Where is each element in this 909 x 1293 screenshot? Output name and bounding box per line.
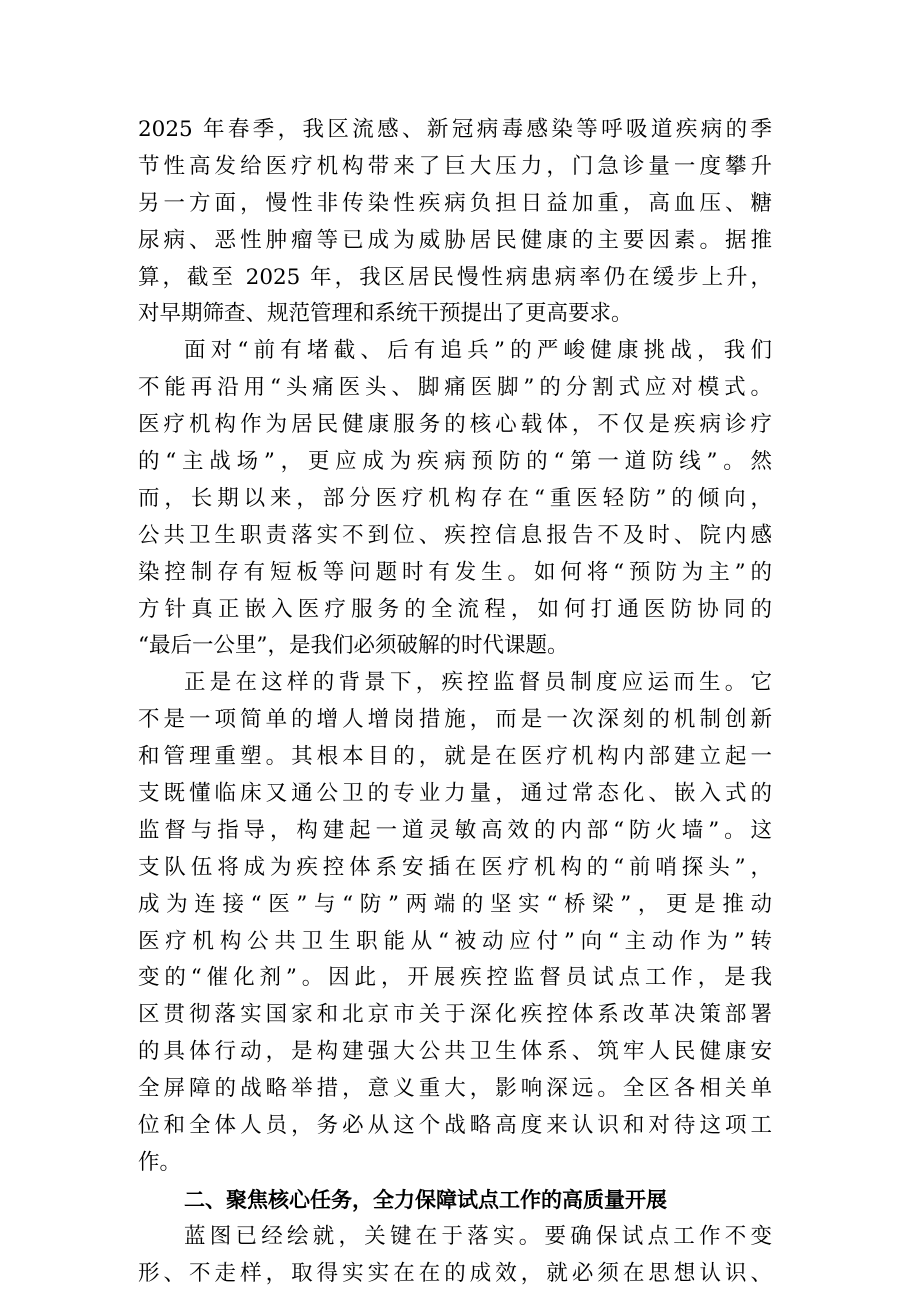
text-line: 的“主战场”，更应成为疾病预防的“第一道防线”。然: [138, 449, 772, 475]
text-line: 节性高发给医疗机构带来了巨大压力，门急诊量一度攀升: [138, 153, 772, 179]
text-line: 形、不走样，取得实实在在的成效，就必须在思想认识、: [138, 1260, 772, 1286]
text-line: 2025 年春季，我区流感、新冠病毒感染等呼吸道疾病的季: [138, 117, 772, 142]
text-line: 的具体行动，是构建强大公共卫生体系、筑牢人民健康安: [138, 1039, 772, 1065]
text-line: 另一方面，慢性非传染性疾病负担日益加重，高血压、糖: [138, 190, 772, 216]
text-line: 而，长期以来，部分医疗机构存在“重医轻防”的倾向，: [138, 485, 772, 511]
paragraph-first-line: 正是在这样的背景下，疾控监督员制度应运而生。它: [184, 670, 772, 696]
text-line: 支既懂临床又通公卫的专业力量，通过常态化、嵌入式的: [138, 781, 772, 807]
paragraph-first-line: 蓝图已经绘就，关键在于落实。要确保试点工作不变: [184, 1223, 772, 1249]
text-line: 成为连接“医”与“防”两端的坚实“桥梁”，更是推动: [138, 891, 772, 917]
text-line: 尿病、恶性肿瘤等已成为威胁居民健康的主要因素。据推: [138, 227, 772, 253]
text-line: 不是一项简单的增人增岗措施，而是一次深刻的机制创新: [138, 707, 772, 733]
text-line: 区贯彻落实国家和北京市关于深化疾控体系改革决策部署: [138, 1002, 772, 1028]
paragraph-first-line: 面对“前有堵截、后有追兵”的严峻健康挑战，我们: [184, 338, 772, 364]
text-line: 方针真正嵌入医疗服务的全流程，如何打通医防协同的: [138, 596, 772, 622]
section-heading: 二、聚焦核心任务，全力保障试点工作的高质量开展: [184, 1187, 667, 1212]
text-line: 医疗机构作为居民健康服务的核心载体，不仅是疾病诊疗: [138, 412, 772, 438]
document-body: [138, 112, 772, 1293]
text-line: 变的“催化剂”。因此，开展疾控监督员试点工作，是我: [138, 965, 772, 991]
text-line: 全屏障的战略举措，意义重大，影响深远。全区各相关单: [138, 1076, 772, 1102]
text-line: 不能再沿用“头痛医头、脚痛医脚”的分割式应对模式。: [138, 375, 772, 401]
text-line: 位和全体人员，务必从这个战略高度来认识和对待这项工: [138, 1113, 772, 1139]
text-line: 作。: [138, 1149, 182, 1175]
text-line: “最后一公里”，是我们必须破解的时代课题。: [138, 633, 569, 659]
text-line: 和管理重塑。其根本目的，就是在医疗机构内部建立起一: [138, 744, 772, 770]
text-line: 支队伍将成为疾控体系安插在医疗机构的“前哨探头”，: [138, 854, 772, 880]
text-line: 公共卫生职责落实不到位、疾控信息报告不及时、院内感: [138, 522, 772, 548]
text-line: 染控制存有短板等问题时有发生。如何将“预防为主”的: [138, 559, 772, 585]
text-line: 算，截至 2025 年，我区居民慢性病患病率仍在缓步上升，: [138, 264, 772, 290]
text-line: 对早期筛查、规范管理和系统干预提出了更高要求。: [138, 301, 633, 327]
text-line: 监督与指导，构建起一道灵敏高效的内部“防火墙”。这: [138, 817, 772, 843]
text-line: 医疗机构公共卫生职能从“被动应付”向“主动作为”转: [138, 928, 772, 954]
